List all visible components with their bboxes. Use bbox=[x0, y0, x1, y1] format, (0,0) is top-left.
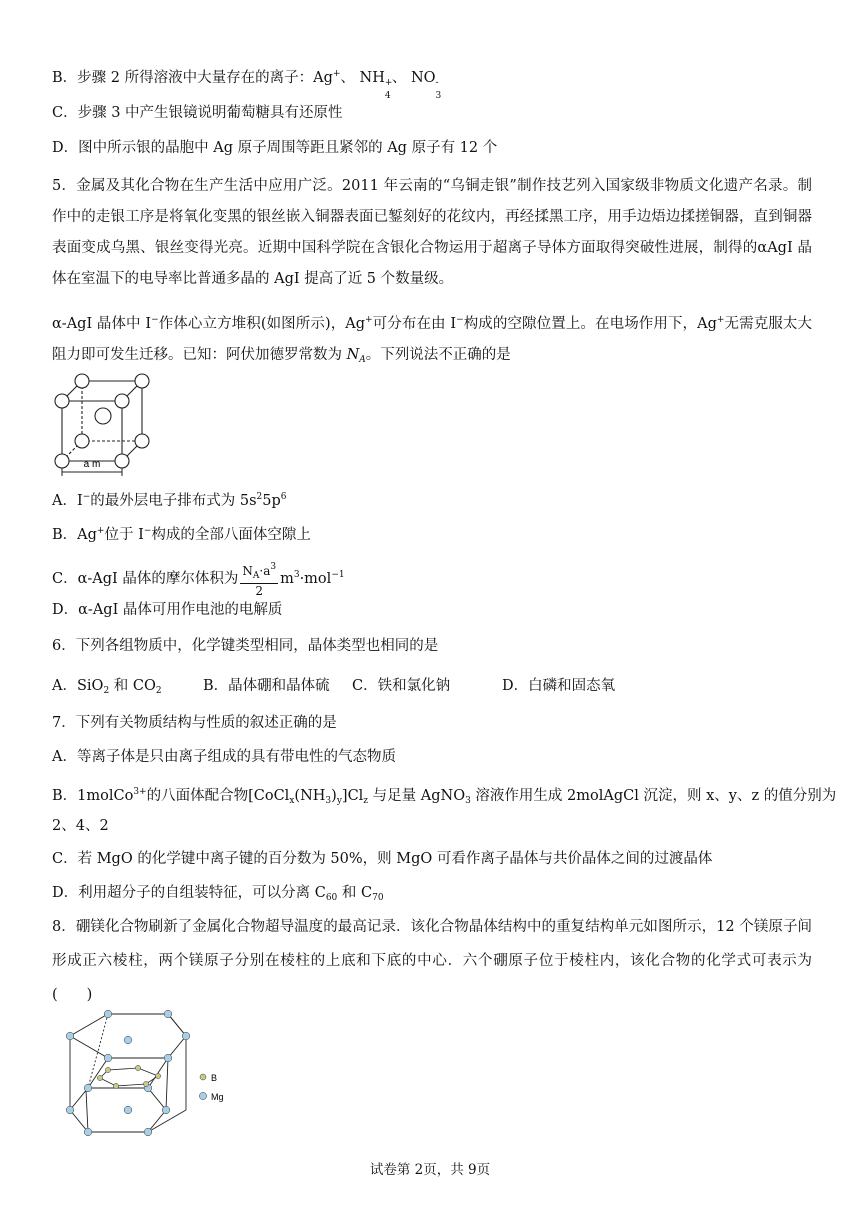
b-atom bbox=[105, 1067, 110, 1072]
q6-option-a: A．SiO$_2$ 和 $CO_2$ bbox=[52, 678, 162, 696]
q8-stem: 8．硼镁化合物刷新了金属化合物超导温度的最高记录．该化合物晶体结构中的重复结构单元如图所示，12 个镁原子间形成正六棱柱，两个镁原子分别在棱柱的上底和下底的中心．六个硼原子位于棱柱内，该化合物的化学式可表示为( ) bbox=[52, 919, 812, 1003]
mg-atom bbox=[66, 1106, 74, 1114]
legend-mg-label: Mg bbox=[211, 1092, 224, 1102]
mg-atom bbox=[84, 1128, 92, 1136]
mg-atom bbox=[164, 1054, 172, 1062]
mg-atom bbox=[84, 1084, 92, 1092]
q4-option-b: B．步骤 2 所得溶液中大量存在的离子：Ag+、 NH + 4 、 NO - 3 bbox=[52, 69, 442, 101]
molar-volume-fraction: $\frac{N_A\cdot a^3}{2}$ bbox=[242, 562, 277, 598]
q6-stem: 6．下列各组物质中，化学键类型相同，晶体类型也相同的是 bbox=[52, 638, 439, 654]
b-atom bbox=[143, 1081, 148, 1086]
b-atom bbox=[155, 1073, 160, 1078]
q6-option-c: C．铁和氯化钠 bbox=[352, 678, 451, 694]
b-atom bbox=[135, 1065, 140, 1070]
b-atom bbox=[113, 1083, 118, 1088]
mg-atom bbox=[144, 1128, 152, 1136]
q4-option-c: C．步骤 3 中产生银镜说明葡萄糖具有还原性 bbox=[52, 105, 343, 121]
q4-option-d: D．图中所示银的晶胞中 Ag 原子周围等距且紧邻的 Ag 原子有 12 个 bbox=[52, 140, 498, 156]
q7-option-d: D．利用超分子的自组装特征，可以分离 $C_{60}$ 和 $C_{70}$ bbox=[52, 885, 384, 903]
mg-atom bbox=[124, 1106, 132, 1114]
q6-option-b: B．晶体硼和晶体硫 bbox=[203, 678, 330, 694]
figure-edge-label: a m bbox=[83, 459, 101, 470]
mg-atom bbox=[182, 1032, 190, 1040]
q5-paragraph-1: 5．金属及其化合物在生产生活中应用广泛。2011 年云南的“乌铜走银”制作技艺列入国家级非物质文化遗产名录。制作中的走银工序是将氧化变黑的银丝嵌入铜器表面已錾刻好的花纹内，再经揉黑工序，用手边焐边揉搓铜器，直到铜器表面变成乌黑、银丝变得光亮。近期中国科学院在含银化合物运用于超离子导体方面取得突破性进展，制得的αAgI 晶体在室温下的电导率比普通多晶的 AgI 提高了近 5 个数量级。 bbox=[52, 178, 812, 287]
b-atom bbox=[97, 1075, 102, 1080]
mg-atom bbox=[164, 1010, 172, 1018]
legend-b-marker bbox=[200, 1074, 206, 1080]
q5-paragraph-2: α-AgI 晶体中 I−作体心立方堆积(如图所示)，Ag+可分布在由 I−构成的空隙位置上。在电场作用下，Ag+无需克服太大阻力即可发生迁移。已知：阿伏加德罗常数为 $N_A$。下列说法不正确的是 bbox=[52, 315, 812, 365]
q6-option-d: D．白磷和固态氧 bbox=[502, 678, 616, 694]
page-footer: 试卷第 2页，共 9页 bbox=[369, 1162, 491, 1178]
bcc-unit-cell-figure bbox=[52, 372, 157, 477]
hexagonal-prism-figure bbox=[58, 1010, 248, 1140]
mg-atom bbox=[66, 1032, 74, 1040]
q7-option-a: A．等离子体是只由离子组成的具有带电性的气态物质 bbox=[52, 749, 396, 765]
mg-atoms bbox=[66, 1010, 190, 1136]
mg-atom bbox=[162, 1106, 170, 1114]
mg-atom bbox=[104, 1054, 112, 1062]
q7-option-c: C．若 MgO 的化学键中离子键的百分数为 50%，则 MgO 可看作离子晶体与共价晶体之间的过渡晶体 bbox=[52, 851, 713, 867]
mg-atom bbox=[124, 1036, 132, 1044]
mg-atom bbox=[104, 1010, 112, 1018]
q7-option-b: B．1molCo$^{3+}$的八面体配合物$[CoCl_x(NH_3)_y]Cl_z$ 与足量 AgNO$_3$ 溶液作用生成 2molAgCl 沉淀，则 x、y、z 的值分别为 bbox=[52, 787, 837, 806]
q7-option-b-continued: 2、4、2 bbox=[52, 818, 109, 834]
q7-stem: 7．下列有关物质结构与性质的叙述正确的是 bbox=[52, 715, 337, 731]
q5-option-b: B．Ag+位于 I−构成的全部八面体空隙上 bbox=[52, 526, 311, 543]
q5-option-a: A．I−的最外层电子排布式为 $5s^25p^6$ bbox=[52, 492, 287, 509]
q5-option-d: D．α-AgI 晶体可用作电池的电解质 bbox=[52, 602, 283, 618]
q5-option-c: C．α-AgI 晶体的摩尔体积为 $\frac{N_A\cdot a^3}{2}$ $m^3\cdot mol^{-1}$ bbox=[52, 562, 345, 598]
legend-mg-marker bbox=[199, 1092, 206, 1099]
legend-b-label: B bbox=[211, 1073, 218, 1083]
